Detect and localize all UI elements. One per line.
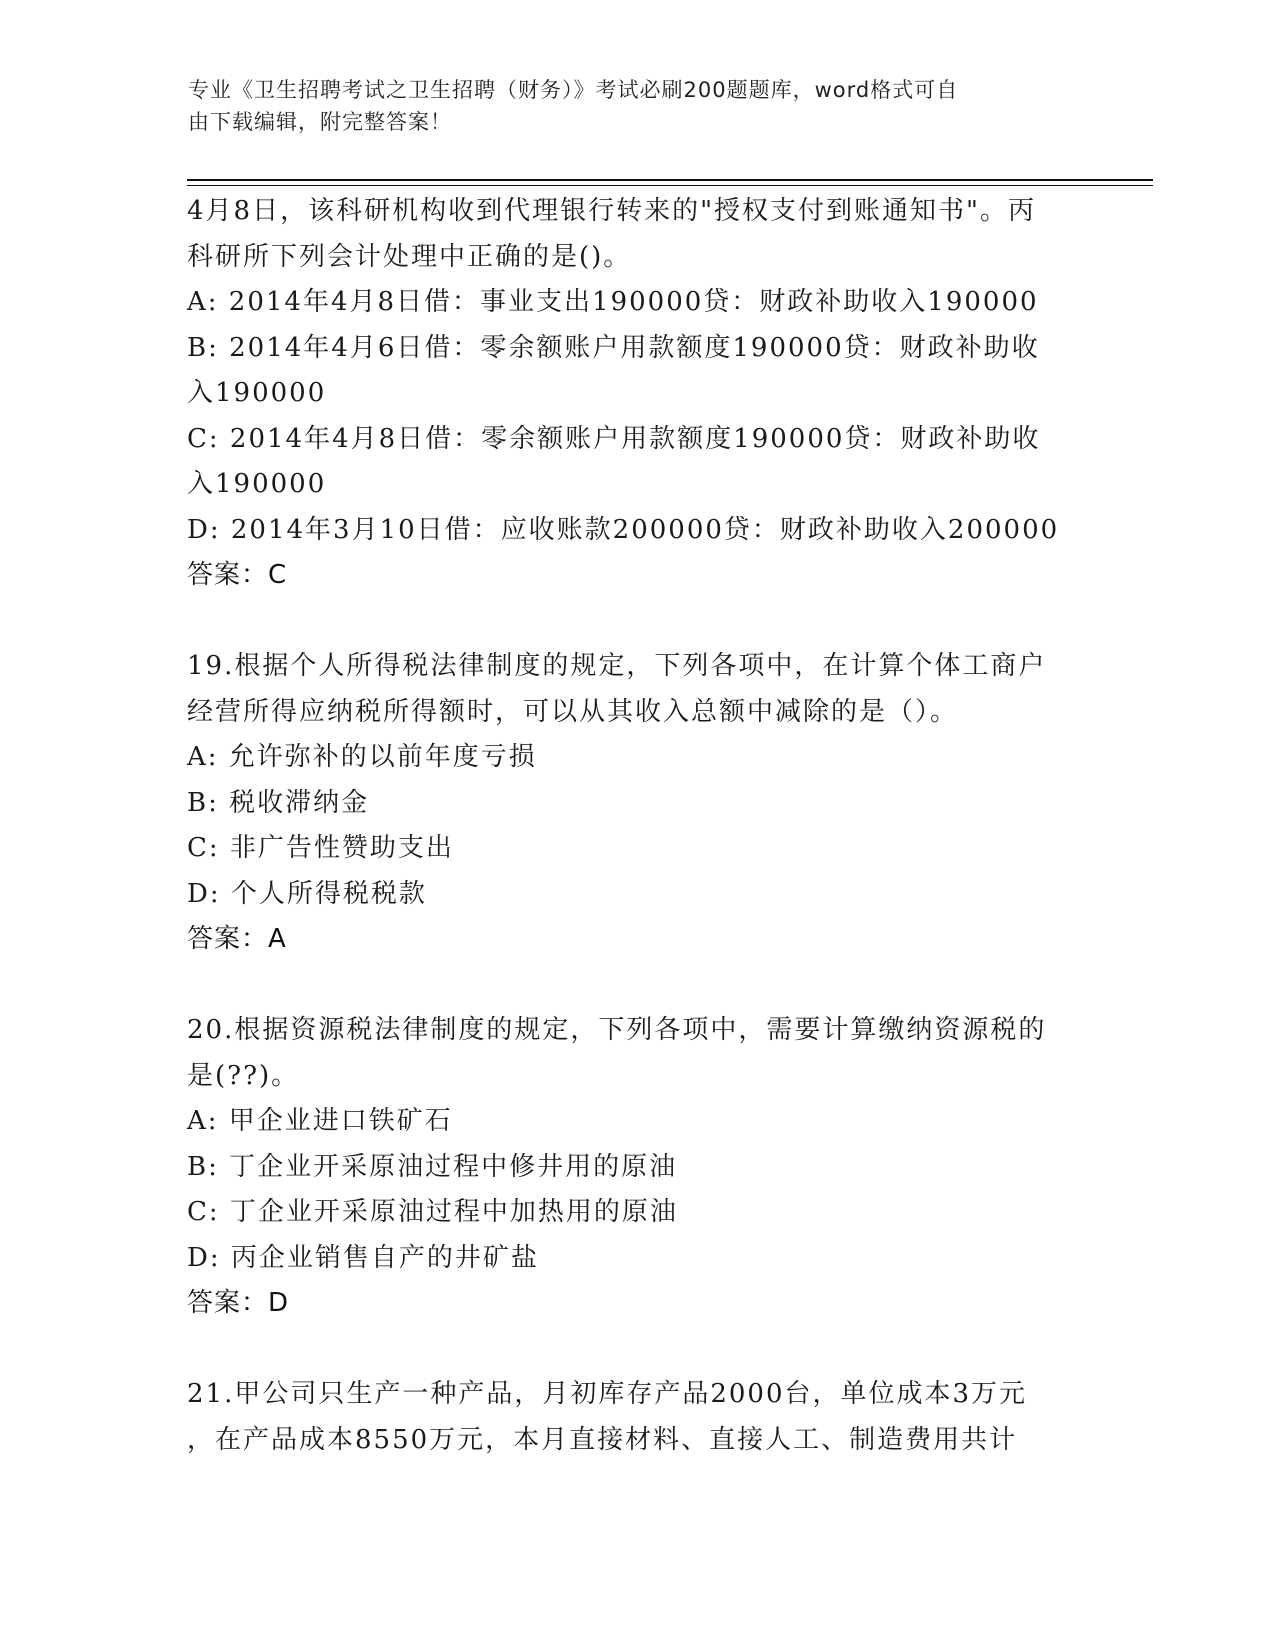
option-c: C: 非广告性赞助支出 [187,833,454,863]
question-stem-line: 19.根据个人所得税法律制度的规定，下列各项中，在计算个体工商户 [187,651,1047,681]
question-20 [187,1008,1087,1327]
question-stem-line: 4月8日，该科研机构收到代理银行转来的"授权支付到账通知书"。丙 [187,196,1037,226]
answer-label: 答案：D [187,1288,290,1318]
question-stem-line: 科研所下列会计处理中正确的是()。 [187,241,632,272]
spacer [187,963,1087,1009]
question-18 [187,189,1087,599]
option-a: A: 甲企业进口铁矿石 [187,1106,453,1136]
question-list [187,189,1087,1463]
answer-label: 答案：C [187,560,288,590]
header-rule-thick [187,179,1153,181]
option-b: B: 税收滞纳金 [187,787,370,818]
option-d: D: 2014年3月10日借：应收账款200000贷：财政补助收入200000 [187,514,1060,545]
option-b: B: 丁企业开采原油过程中修井用的原油 [187,1151,678,1182]
question-stem-line: 经营所得应纳税所得额时，可以从其收入总额中减除的是（）。 [187,696,959,727]
option-c-continued: 入190000 [187,469,327,499]
question-stem-line: 21.甲公司只生产一种产品，月初库存产品2000台，单位成本3万元 [187,1379,1028,1409]
option-d: D: 丙企业销售自产的井矿盐 [187,1242,539,1273]
option-a: A: 允许弥补的以前年度亏损 [187,742,537,772]
question-21 [187,1372,1087,1463]
option-d: D: 个人所得税税款 [187,878,427,909]
header-rule-thin [187,185,1153,186]
option-b-continued: 入190000 [187,378,327,408]
header-title-line-2: 由下载编辑，附完整答案！ [188,110,452,134]
option-b: B: 2014年4月6日借：零余额账户用款额度190000贷：财政补助收 [187,332,1040,363]
option-c: C: 丁企业开采原油过程中加热用的原油 [187,1197,678,1227]
question-stem-line: 20.根据资源税法律制度的规定，下列各项中，需要计算缴纳资源税的 [187,1015,1047,1045]
answer-label: 答案：A [187,924,287,954]
spacer [187,599,1087,645]
question-19 [187,644,1087,963]
option-a: A: 2014年4月8日借：事业支出190000贷：财政补助收入190000 [187,287,1039,317]
header-title-line-1: 专业《卫生招聘考试之卫生招聘（财务）》考试必刷200题题库，word格式可自 [188,78,959,102]
question-stem-line: ，在产品成本8550万元，本月直接材料、直接人工、制造费用共计 [187,1424,1018,1455]
question-stem-line: 是(??)。 [187,1060,300,1091]
document-header [188,74,1068,138]
option-c: C: 2014年4月8日借：零余额账户用款额度190000贷：财政补助收 [187,423,1041,454]
spacer [187,1327,1087,1373]
